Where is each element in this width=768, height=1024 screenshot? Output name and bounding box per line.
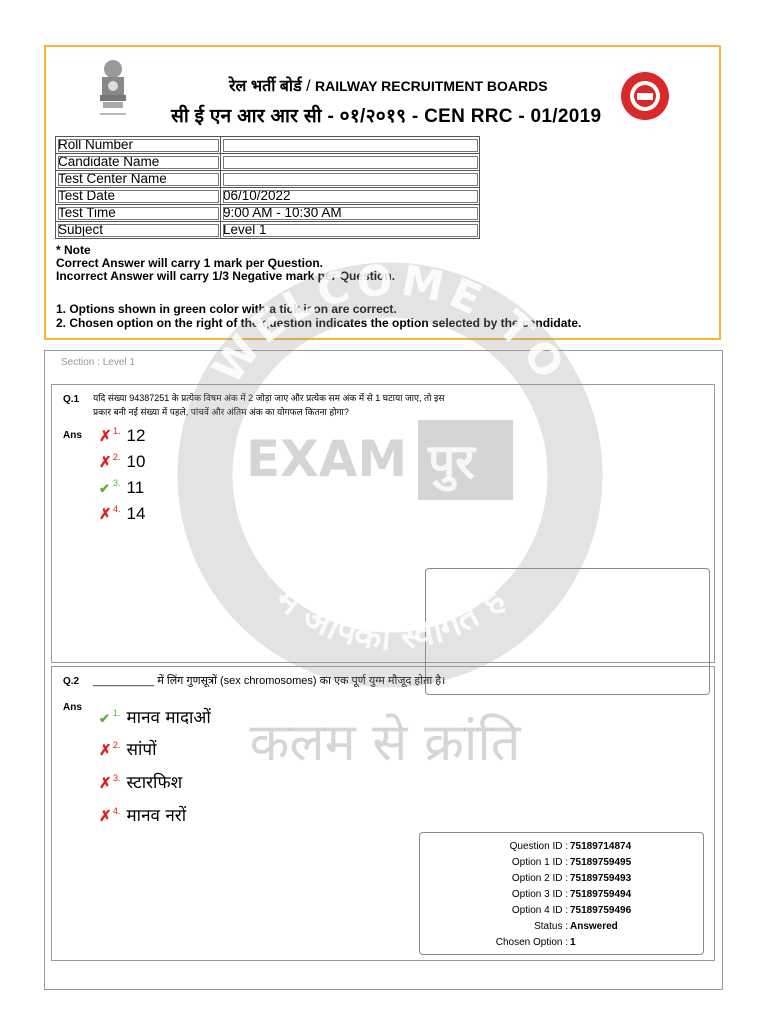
check-icon: ✔	[99, 481, 110, 496]
row-label: Roll Number	[56, 137, 221, 154]
note-heading: * Note	[56, 243, 91, 257]
answer-sheet	[44, 350, 723, 990]
id-value: 75189759493	[570, 873, 632, 884]
option-number: 2.	[113, 452, 121, 462]
question-number: Q.1	[63, 394, 80, 405]
option-number: 3.	[113, 478, 121, 488]
row-label: Test Center Name	[56, 171, 221, 188]
option-text: 11	[126, 478, 145, 497]
board-title-english: RAILWAY RECRUITMENT BOARDS	[314, 78, 548, 94]
question-text	[93, 391, 444, 419]
note-correct: Correct Answer will carry 1 mark per Question.	[56, 256, 323, 270]
option-text: सांपों	[126, 740, 157, 760]
option-number: 3.	[113, 773, 121, 783]
id-value: 75189714874	[570, 841, 632, 852]
railway-logo-icon	[620, 71, 670, 121]
candidate-info-table	[55, 136, 480, 239]
option-text: मानव मादाओं	[126, 708, 211, 728]
question-text-line-2: प्रकार बनी नई संख्या में पहले, पांचवें और अंतिम अंक का योगफल कितना होगा?	[93, 407, 349, 417]
note-point-1: 1. Options shown in green color with a tick icon are correct.	[56, 302, 397, 316]
question-panel-1	[51, 384, 715, 663]
option-text: 10	[126, 452, 146, 471]
option-1	[99, 426, 145, 446]
id-row-chosen	[420, 937, 576, 948]
question-text	[93, 674, 445, 688]
id-value: 75189759496	[570, 905, 632, 916]
id-value: Answered	[570, 921, 618, 932]
question-number: Q.2	[63, 676, 80, 687]
id-value: 75189759494	[570, 889, 632, 900]
id-row-question	[420, 841, 632, 852]
table-row	[56, 205, 480, 222]
row-label: Test Time	[56, 205, 221, 222]
cross-icon: ✗	[99, 775, 112, 792]
id-label: Question ID :	[509, 841, 568, 852]
option-number: 2.	[113, 740, 121, 750]
board-title-hindi: रेल भर्ती बोर्ड	[229, 78, 302, 95]
row-value	[221, 137, 480, 154]
option-3	[99, 770, 182, 793]
answer-label: Ans	[63, 702, 82, 713]
cross-icon: ✗	[99, 808, 112, 825]
cross-icon: ✗	[99, 454, 112, 471]
option-number: 1.	[113, 426, 121, 436]
id-row-option-4	[420, 905, 632, 916]
exam-code: सी ई एन आर आर सी - ०१/२०१९ - CEN RRC - 01/2019	[171, 106, 602, 127]
row-value: Level 1	[221, 222, 480, 239]
option-2	[99, 737, 156, 760]
option-number: 4.	[113, 806, 121, 816]
id-label: Option 2 ID :	[511, 873, 568, 884]
id-value: 75189759495	[570, 857, 632, 868]
table-row	[56, 137, 480, 154]
row-label: Candidate Name	[56, 154, 221, 171]
table-row	[56, 222, 480, 239]
question-text-line-1: यदि संख्या 94387251 के प्रत्येक विषम अंक में 2 जोड़ा जाए और प्रत्येक सम अंक में से 1 घटाया जाए, तो इस	[93, 393, 445, 403]
option-4	[99, 504, 145, 524]
table-row	[56, 154, 480, 171]
option-4	[99, 803, 186, 826]
question-id-box	[419, 832, 704, 955]
option-number: 4.	[113, 504, 121, 514]
note-incorrect: Incorrect Answer will carry 1/3 Negative mark per Question.	[56, 269, 396, 283]
option-1	[99, 705, 211, 728]
legend-notes	[56, 303, 581, 330]
id-label: Status :	[534, 921, 568, 932]
option-number: 1.	[113, 708, 121, 718]
watermark-top-path: WELCOME TO	[202, 255, 578, 393]
id-row-option-2	[420, 873, 632, 884]
id-row-status	[420, 921, 618, 932]
cross-icon: ✗	[99, 742, 112, 759]
row-value: 9:00 AM - 10:30 AM	[221, 205, 480, 222]
option-text: 12	[126, 426, 146, 445]
option-text: 14	[126, 504, 146, 523]
table-row	[56, 171, 480, 188]
option-3	[99, 478, 144, 498]
row-label: Subject	[56, 222, 221, 239]
watermark-logo-left: EXAM	[246, 430, 408, 488]
row-value	[221, 154, 480, 171]
watermark-bottom-path: में आपका स्वागत है	[267, 578, 513, 660]
answer-label: Ans	[63, 430, 82, 441]
note-point-2: 2. Chosen option on the right of the question indicates the option selected by the candidate.	[56, 315, 582, 330]
result-header	[44, 45, 721, 340]
title-separator: /	[301, 78, 315, 95]
id-label: Option 1 ID :	[511, 857, 568, 868]
id-label: Chosen Option :	[495, 937, 568, 948]
section-label: Section : Level 1	[61, 357, 135, 368]
board-title	[229, 74, 548, 96]
row-value	[221, 171, 480, 188]
row-label: Test Date	[56, 188, 221, 205]
id-row-option-3	[420, 889, 632, 900]
national-emblem-icon	[94, 57, 132, 121]
row-value: 06/10/2022	[221, 188, 480, 205]
question-text-line-1: __________ में लिंग गुणसूत्रों (sex chromosomes) का एक पूर्ण युग्म मौजूद होता है।	[93, 675, 446, 687]
table-row	[56, 188, 480, 205]
id-label: Option 3 ID :	[511, 889, 568, 900]
id-row-option-1	[420, 857, 632, 868]
check-icon: ✔	[99, 711, 110, 726]
id-value: 1	[570, 937, 576, 948]
option-2	[99, 452, 145, 472]
id-label: Option 4 ID :	[511, 905, 568, 916]
option-text: मानव नरों	[126, 806, 187, 826]
option-text: स्टारफिश	[126, 773, 183, 793]
cross-icon: ✗	[99, 506, 112, 523]
marking-note	[56, 244, 395, 283]
watermark-logo-right: पुर	[428, 434, 475, 490]
cross-icon: ✗	[99, 428, 112, 445]
watermark-tagline: कलम से क्रांति	[249, 713, 521, 773]
